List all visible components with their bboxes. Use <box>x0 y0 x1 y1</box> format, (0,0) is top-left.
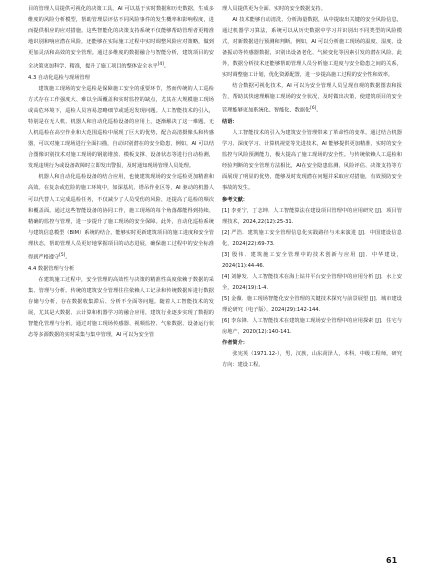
left-column <box>28 4 214 341</box>
reference-item: [6] 李东锋．人工智能技术在建筑施工现场安全管理中的应用探索 [J]．住宅与房地产，2020(12):140-141. <box>222 318 402 336</box>
right-column <box>222 4 402 371</box>
paragraph: 建筑施工现场的安全巡检是保障施工安全的重要环节，然而传统的人工巡检方式存在工作强度大、难以全面覆盖和实时监控的缺点，尤其在大规模施工现场或高危环境下，巡检人员容易忽略细节或延迟发现问题。人工智能技术的引入，特别是在无人机、机器人和自动化巡检设备的应用上，逐渐解决了这一难题。无人机巡检在高空作业和大范围巡检中展现了巨大的优势，配合高清摄像头和传感器，可以对施工现场进行全面扫描，自动识别潜在的安全隐患，例如，AI 可以结合图像识别技术对施工现场的钢筋堆放、模板支撑、设备状态等进行自动检测，发现违规行为或设备故障时立即发出警报，及时通知现场管理人员处理。 <box>28 86 214 170</box>
reference-item: [3] 殷伟．建筑施工安全管理中的技术创新与应用 [J]．中华建设，2024(11):44-46. <box>222 251 402 269</box>
section-heading-4-3: 4.3 自动化巡检与现场管理 <box>28 75 90 82</box>
conclusion-paragraph: 人工智能技术的引入为建筑安全管理带来了革命性的变革。通过结合机器学习、深度学习、计算机视觉等先进技术，AI 能够提供更加精准、实时的安全监控与风险预测能力，极大提高了施工现场的安全性。与传统依赖人工巡检和经验判断的安全管理方法相比，AI在安全隐患监测、风险评估、决策支持等方面展现了明显的优势，能够及时发现潜在问题并采取应对措施，有效预防安全事故的发生。 <box>222 130 402 192</box>
paragraph: 理人员提供更为全面、实时的安全数据支持。 <box>222 6 326 12</box>
author-bio: 张宪英（1971.12-），男，汉族，山东菏泽人，本科，中级工程师，研究方向：建设工程。 <box>222 351 402 369</box>
reference-item: [1] 李亚宁，丁志坤．人工智能算法在建设项目管理中的应用研究 [J]．项目管理技术，2024,22(12):25-31. <box>222 207 402 225</box>
paragraph: 在建筑施工过程中，安全管理的高效性与决策的精准性高度依赖于数据的采集、管理与分析。传统的建筑安全管理往往依赖人工记录和传统数据库进行数据存储与分析，存在数据收集滞后、分析不全面等问题。随着人工智能技术的发展，尤其是大数据、云计算和机器学习的融合应用，建筑行业逐步实现了数据的智能化管理与分析。通过对施工现场传感器、视频监控、气象数据、设备运行状态等多源数据的实时采集与集中管理，AI 可以为安全管 <box>28 276 214 338</box>
paragraph: 机器人和自动化巡检设备的结合应用，也使建筑现场的安全巡检更加精准和高效。在复杂或危险的施工环境中，如深基坑、塔吊作业区等，AI 驱动的机器人可以代替人工完成巡检任务，不仅减少了人员受伤的风险，还提高了巡检的频次和覆盖面。通过这些智能设备的协同工作，施工现场的每个角落都能得到持续、精确的监控与管理，进一步提升了施工现场的安全保障。此外，自动化巡检系统与建筑信息模型（BIM）系统的结合，能够实时更新建筑项目的施工进度和安全管理状态，帮助管理人员更好地掌握项目的动态进展，确保施工过程中的安全标准得到严格遵守[5]。 <box>28 174 214 261</box>
page-number: 61 <box>386 556 398 565</box>
reference-item: [2] 严浩．建筑施工安全管理信息化实践路径与未来演进 [J]．中国建设信息化，2024(22):69-73. <box>222 229 402 247</box>
reference-item: [5] 金薇．施工现场智能化安全管理的关键技术探究与前景展望 [J]．城市建设理论研究（电子版），2024(29):142-144. <box>222 295 402 313</box>
paragraph: 目的管理人员提供可视化的决策工具。AI 可以基于实时数据和历史数据，生成多维度的风险分析模型，帮助管理层评估不同风险事件的发生概率和影响程度，进而提供相应的应对措施。这些智能化的决策支持系统不仅能够帮助管理者更精准地识别和响应潜在风险，还能够在实际施工过程中实时调整风险应对策略，做到更加灵活和高效的安全管理。通过多维度的数据融合与智能分析，建筑项目的安全决策更加科学、精准，提升了施工项目的整体安全水平[4]。 <box>28 6 214 70</box>
reference-item: [4] 刘静发．人工智能技术在海上钻井平台安全管理中的应用分析 [J]．水上安全，2024(19):1-4. <box>222 273 402 291</box>
reference-list <box>222 206 402 339</box>
section-heading-4-4: 4.4 数据管理与分析 <box>28 265 75 272</box>
author-bio-heading: 作者简介： <box>222 340 248 347</box>
paragraph: 结合数据可视化技术，AI 可以为安全管理人员呈现直观的数据图表和报告，帮助其快速理解施工现场的安全状况，及时做出决策，使建筑项目的安全管理能够更加系统化、智能化、数据化[6]。 <box>222 83 402 115</box>
citation-mark: [6] <box>310 106 317 112</box>
citation-mark: [4] <box>157 62 164 68</box>
references-heading: 参考文献： <box>222 196 248 203</box>
conclusion-heading: 结语： <box>222 119 238 126</box>
citation-mark: [5] <box>59 252 66 258</box>
paragraph: AI 技术能够自动清洗、分析海量数据，从中提取出关键的安全风险信息，通过机器学习算法，系统可以从历史数据中学习并识别出不同类型的风险模式，对新数据进行预测和判断。例如，AI 可以分析施工现场的温度、湿度、设备振动等传感器数据，识别出设备老化、气候变化等因素引发的潜在风险。此外，数据分析技术还能够帮助管理人员分析施工进度与安全隐患之间的关系，实时调整施工计划，优化资源配置，进一步提高施工过程的安全性和效率。 <box>222 17 402 79</box>
